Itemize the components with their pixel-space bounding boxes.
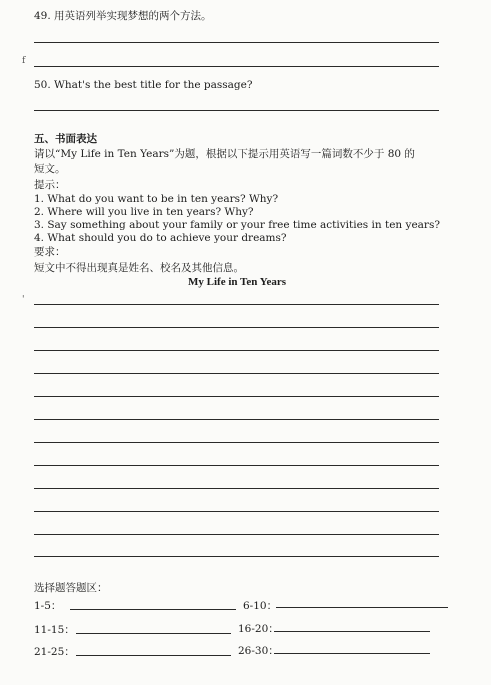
essay-line-5[interactable] [34,396,439,397]
essay-line-3[interactable] [34,350,439,351]
essay-line-2[interactable] [34,327,439,328]
margin-mark: f [22,56,26,66]
essay-line-7[interactable] [34,442,439,443]
essay-line-8[interactable] [34,465,439,466]
hint-3: 3. Say something about your family or your free time activities in ten years? [34,219,440,231]
answer-area-heading: 选择题答题区： [34,582,108,594]
answer-label-26-30: 26-30： [238,645,279,657]
answer-blank-26-30[interactable] [274,653,430,654]
essay-line-9[interactable] [34,488,439,489]
essay-title: My Life in Ten Years [188,276,286,288]
hint-1: 1. What do you want to be in ten years? Why? [34,193,279,205]
answer-blank-21-25[interactable] [76,655,231,656]
answer-label-16-20: 16-20： [238,623,279,635]
margin-mark: ' [22,295,25,305]
answer-blank-11-15[interactable] [76,633,231,634]
hints-label: 提示： [34,179,66,191]
essay-line-10[interactable] [34,511,439,512]
answer-blank-6-10[interactable] [276,607,448,608]
essay-line-4[interactable] [34,373,439,374]
essay-line-1[interactable] [34,304,439,305]
essay-line-12[interactable] [34,556,439,557]
answer-line-50[interactable] [34,110,439,111]
answer-line-49a[interactable] [34,42,439,43]
answer-blank-16-20[interactable] [274,631,430,632]
answer-label-11-15: 11-15： [34,624,75,636]
answer-label-1-5: 1-5： [34,600,62,612]
answer-blank-1-5[interactable] [70,609,236,610]
requirement-text: 短文中不得出现真是姓名、校名及其他信息。 [34,262,244,274]
answer-label-6-10: 6-10： [243,600,278,612]
instruction-line-1: 请以“My Life in Ten Years”为题，根据以下提示用英语写一篇词数不少于 80 的 [34,148,415,160]
essay-line-6[interactable] [34,419,439,420]
essay-line-11[interactable] [34,534,439,535]
section-heading: 五、书面表达 [34,133,97,145]
question-50: 50. What's the best title for the passage? [34,79,253,91]
question-49: 49. 用英语列举实现梦想的两个方法。 [34,10,212,22]
answer-label-21-25: 21-25： [34,646,75,658]
answer-line-49b[interactable] [34,66,439,67]
instruction-line-2: 短文。 [34,163,66,175]
requirements-label: 要求： [34,246,66,258]
hint-4: 4. What should you do to achieve your dreams? [34,232,287,244]
hint-2: 2. Where will you live in ten years? Why? [34,206,254,218]
